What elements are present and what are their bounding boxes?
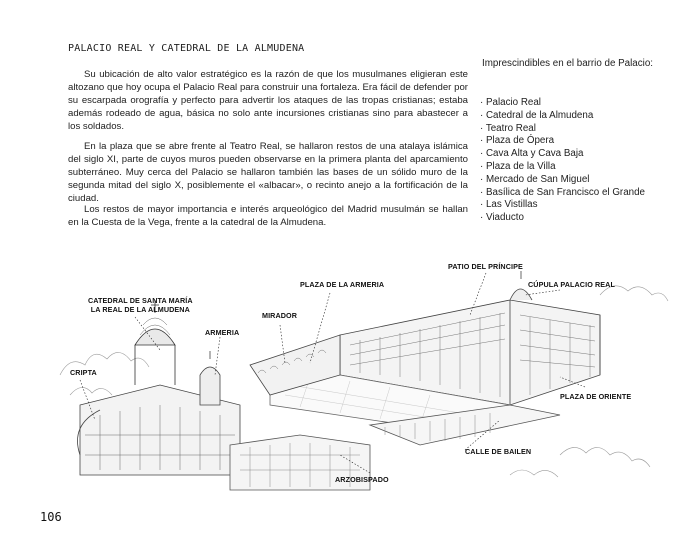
label-plaza-oriente: PLAZA DE ORIENTE [560, 392, 632, 401]
paragraph-3: Los restos de mayor importancia e interés arqueológico del Madrid musulmán se hallan en la Cuesta de la Vega, frente a la catedral de la Almudena. [68, 204, 468, 229]
list-item: · Teatro Real [480, 123, 645, 136]
label-mirador: MIRADOR [262, 311, 298, 320]
sidebar-title: Imprescindibles en el barrio de Palacio: [482, 58, 653, 69]
label-catedral: CATEDRAL DE SANTA MARÍA LA REAL DE LA ALMUDENA [88, 296, 193, 314]
label-cripta: CRIPTA [70, 368, 97, 377]
list-item: · Mercado de San Miguel [480, 174, 645, 187]
list-item: · Viaducto [480, 212, 645, 225]
paragraph-1: Su ubicación de alto valor estratégico es la razón de que los musulmanes eligieran este altozano que hoy ocupa el Palacio Real para construir una fortaleza. Era fácil de defender por su escarpada orografía y perfecto para advertir los ataques de las tropas cristianas; estaba además rodeado de agua, básica no solo ante incursiones cristianas sino para abastecer a los soldados. [68, 69, 468, 133]
list-item: · Basílica de San Francisco el Grande [480, 187, 645, 200]
list-item: · Plaza de Ópera [480, 135, 645, 148]
label-arzobispado: ARZOBISPADO [335, 475, 389, 484]
page-number: 106 [40, 510, 62, 524]
label-plaza-armeria: PLAZA DE LA ARMERIA [300, 280, 385, 289]
label-calle-bailen: CALLE DE BAILEN [465, 447, 532, 456]
list-item: · Palacio Real [480, 97, 645, 110]
chapter-heading: PALACIO REAL Y CATEDRAL DE LA ALMUDENA [68, 43, 305, 54]
label-cupula: CÚPULA PALACIO REAL [528, 280, 615, 289]
label-armeria: ARMERIA [205, 328, 240, 337]
paragraph-2: En la plaza que se abre frente al Teatro Real, se hallaron restos de una atalaya islámica del siglo XI, parte de cuyos muros pueden observarse en la primera planta del aparcamiento subterráneo. Muy cerca del Palacio se hallaron también las bases de un sólido muro de la segunda mitad del siglo X, posiblemente el «albacar», o recinto anejo a la fortificación de la ciudad. [68, 141, 468, 205]
label-patio-principe: PATIO DEL PRÍNCIPE [448, 262, 523, 271]
list-item: · Plaza de la Villa [480, 161, 645, 174]
list-item: · Las Vistillas [480, 199, 645, 212]
list-item: · Cava Alta y Cava Baja [480, 148, 645, 161]
list-item: · Catedral de la Almudena [480, 110, 645, 123]
palace-illustration [40, 255, 680, 505]
sidebar-list [480, 97, 645, 225]
